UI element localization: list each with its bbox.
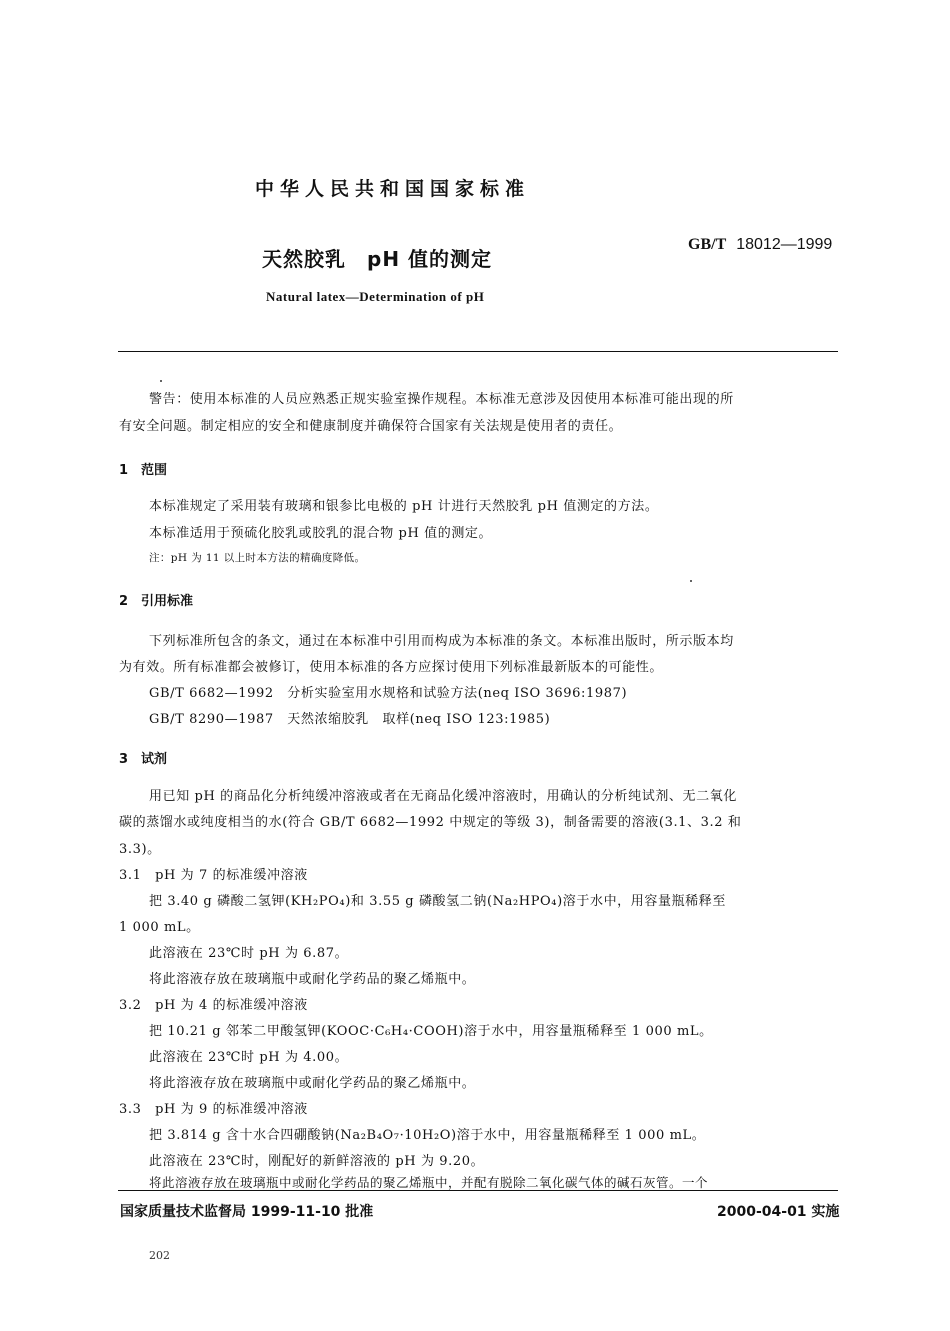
section-1-note: 注：pH 为 11 以上时本方法的精确度降低。: [149, 552, 366, 564]
scan-speck: [690, 580, 692, 582]
subsection-3-3-line-3: 将此溶液存放在玻璃瓶中或耐化学药品的聚乙烯瓶中，并配有脱除二氧化碳气体的碱石灰管。一个: [149, 1175, 709, 1190]
subsection-3-2-line-1: 把 10.21 g 邻苯二甲酸氢钾(KOOC·C₆H₄·COOH)溶于水中，用容量瓶稀释至 1 000 mL。: [149, 1024, 713, 1039]
footer-divider: [118, 1190, 838, 1191]
section-2-para-line-2: 为有效。所有标准都会被修订，使用本标准的各方应探讨使用下列标准最新版本的可能性。: [119, 660, 664, 675]
subsection-3-1-line-4: 将此溶液存放在玻璃瓶中或耐化学药品的聚乙烯瓶中。: [149, 972, 476, 987]
section-1-para-1: 本标准规定了采用装有玻璃和银参比电极的 pH 计进行天然胶乳 pH 值测定的方法。: [149, 499, 659, 514]
section-3-heading: 3 试剂: [119, 752, 168, 767]
subsection-3-2-heading: 3.2 pH 为 4 的标准缓冲溶液: [119, 998, 308, 1013]
section-2-heading: 2 引用标准: [119, 594, 194, 609]
approval-statement: 国家质量技术监督局 1999-11-10 批准: [120, 1204, 374, 1220]
subsection-3-3-line-2: 此溶液在 23℃时，刚配好的新鲜溶液的 pH 为 9.20。: [149, 1154, 485, 1169]
section-3-intro-line-3: 3.3)。: [119, 842, 161, 857]
section-2-para-line-1: 下列标准所包含的条文，通过在本标准中引用而构成为本标准的条文。本标准出版时，所示版本均: [149, 634, 734, 649]
subsection-3-1-heading: 3.1 pH 为 7 的标准缓冲溶液: [119, 868, 308, 883]
section-1-heading: 1 范围: [119, 463, 168, 478]
subsection-3-3-heading: 3.3 pH 为 9 的标准缓冲溶液: [119, 1102, 308, 1117]
subsection-3-2-line-3: 将此溶液存放在玻璃瓶中或耐化学药品的聚乙烯瓶中。: [149, 1076, 476, 1091]
scan-speck: [160, 380, 162, 382]
document-title-cn: 天然胶乳 pH 值的测定: [262, 247, 493, 271]
subsection-3-1-line-2: 1 000 mL。: [119, 920, 200, 935]
reference-item-2: GB/T 8290—1987 天然浓缩胶乳 取样(neq ISO 123:1985): [149, 712, 551, 727]
document-title-en: Natural latex—Determination of pH: [266, 289, 485, 304]
reference-item-1: GB/T 6682—1992 分析实验室用水规格和试验方法(neq ISO 3696:1987): [149, 686, 628, 701]
standard-code-prefix: GB/T: [688, 236, 727, 253]
warning-line-1: 警告：使用本标准的人员应熟悉正规实验室操作规程。本标准无意涉及因使用本标准可能出现的所: [149, 392, 734, 407]
section-3-intro-line-2: 碳的蒸馏水或纯度相当的水(符合 GB/T 6682—1992 中规定的等级 3)，制备需要的溶液(3.1、3.2 和: [119, 815, 742, 830]
subsection-3-1-line-1: 把 3.40 g 磷酸二氢钾(KH₂PO₄)和 3.55 g 磷酸氢二钠(Na₂HPO₄)溶于水中，用容量瓶稀释至: [149, 894, 726, 909]
standard-code-number: 18012—1999: [736, 236, 833, 253]
section-1-para-2: 本标准适用于预硫化胶乳或胶乳的混合物 pH 值的测定。: [149, 526, 493, 541]
page-number: 202: [149, 1249, 170, 1262]
subsection-3-1-line-3: 此溶液在 23℃时 pH 为 6.87。: [149, 946, 349, 961]
subsection-3-3-line-1: 把 3.814 g 含十水合四硼酸钠(Na₂B₄O₇·10H₂O)溶于水中，用容量瓶稀释至 1 000 mL。: [149, 1128, 706, 1143]
warning-line-2: 有安全问题。制定相应的安全和健康制度并确保符合国家有关法规是使用者的责任。: [119, 419, 623, 434]
implementation-date: 2000-04-01 实施: [717, 1204, 840, 1220]
standard-code: [688, 236, 832, 254]
standard-type-heading: 中华人民共和国国家标准: [255, 178, 531, 200]
subsection-3-2-line-2: 此溶液在 23℃时 pH 为 4.00。: [149, 1050, 349, 1065]
header-divider: [118, 351, 838, 352]
section-3-intro-line-1: 用已知 pH 的商品化分析纯缓冲溶液或者在无商品化缓冲溶液时，用确认的分析纯试剂、无二氧化: [149, 789, 737, 804]
